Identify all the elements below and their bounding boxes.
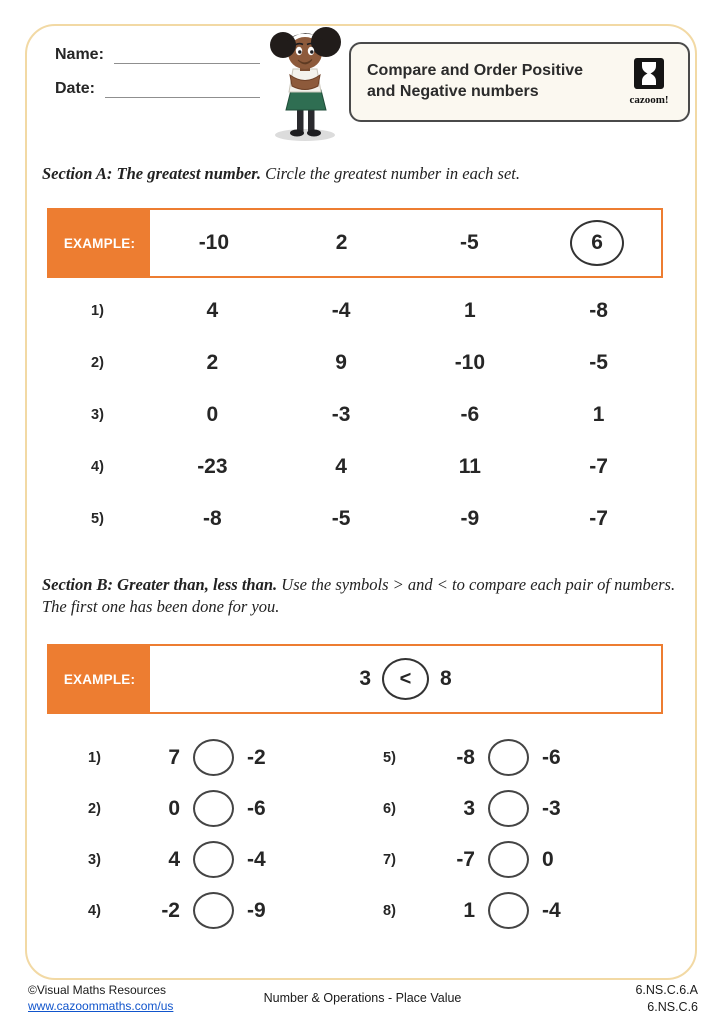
section-b-example-comparison: [150, 646, 661, 712]
answer-circle: [193, 739, 234, 776]
list-item: [88, 885, 350, 936]
student-character-illustration: [253, 24, 357, 147]
row-number: 1): [88, 749, 101, 766]
table-row: [47, 389, 663, 441]
answer-circle: [488, 739, 529, 776]
left-number: 0: [168, 796, 180, 820]
number-option: 9: [335, 351, 347, 374]
row-number: 6): [383, 800, 396, 817]
section-b-right-column: [383, 732, 645, 936]
right-number: -3: [542, 796, 561, 820]
circled-comparison-symbol: [382, 658, 429, 700]
example-number: 6: [591, 231, 603, 254]
section-a-heading: [42, 163, 682, 185]
number-option: -7: [589, 507, 608, 530]
number-option: -4: [331, 299, 351, 322]
number-option: 4: [206, 299, 219, 322]
number-option: -3: [331, 403, 351, 426]
section-b-heading: [42, 574, 697, 619]
footer-topic-label: Number & Operations - Place Value: [263, 991, 462, 1005]
row-number: 1): [91, 303, 104, 319]
worksheet-title-box: [349, 42, 690, 122]
example-label: EXAMPLE:: [49, 646, 150, 712]
left-number: 7: [168, 745, 180, 769]
answer-circle: [193, 892, 234, 929]
number-option: -10: [454, 351, 486, 374]
answer-circle: [488, 892, 529, 929]
table-row: [47, 285, 663, 337]
number-option: 1: [464, 299, 476, 322]
list-item: [88, 834, 350, 885]
number-option: 1: [592, 403, 605, 426]
comparison-symbol: <: [399, 667, 412, 690]
row-number: 3): [91, 407, 104, 423]
answer-circle: [193, 790, 234, 827]
number-option: -23: [197, 455, 228, 478]
number-option: -5: [331, 507, 351, 530]
list-item: [383, 885, 645, 936]
name-blank-line: [114, 46, 260, 64]
cazoom-logo: [620, 58, 678, 106]
section-a-instruction: Circle the greatest number in each set.: [260, 164, 521, 183]
row-number: 2): [91, 355, 104, 371]
left-number: -7: [456, 847, 475, 871]
table-row: [47, 337, 663, 389]
section-a-title: Section A: The greatest number.: [42, 164, 261, 183]
date-field: [55, 80, 260, 98]
copyright-text: ©Visual Maths Resources: [28, 983, 167, 997]
cazoom-logo-wordmark: cazoom!: [629, 94, 669, 106]
number-option: -6: [460, 403, 480, 426]
number-option: -8: [203, 507, 222, 530]
right-number: -4: [247, 847, 266, 871]
answer-circle: [193, 841, 234, 878]
left-number: 1: [463, 898, 475, 922]
name-label: Name:: [55, 46, 104, 63]
number-option: -7: [589, 455, 608, 478]
number-option: -9: [460, 507, 480, 530]
left-number: 4: [168, 847, 180, 871]
number-option: 2: [206, 351, 219, 374]
section-b-instruction: Use the symbols > and < to compare each pair of numbers. The first one has been done for you.: [42, 575, 676, 617]
row-number: 3): [88, 851, 101, 868]
answer-circle: [488, 790, 529, 827]
example-right-number: 8: [440, 667, 452, 690]
date-label: Date:: [55, 80, 96, 97]
example-number: -10: [198, 231, 230, 254]
section-b-left-column: [88, 732, 350, 936]
standard-code: 6.NS.C.6: [647, 999, 698, 1014]
list-item: [383, 732, 645, 783]
example-left-number: 3: [359, 667, 371, 690]
number-option: -5: [589, 351, 608, 374]
footer-standards-block: [635, 982, 698, 1016]
example-number: 2: [335, 231, 348, 254]
row-number: 7): [383, 851, 396, 868]
answer-circle: [488, 841, 529, 878]
name-field: [55, 46, 260, 64]
list-item: [88, 783, 350, 834]
page-title: Compare and Order Positive and Negative numbers: [367, 62, 584, 100]
example-label: EXAMPLE:: [49, 210, 150, 276]
number-option: -8: [589, 299, 608, 322]
number-option: 4: [335, 455, 347, 478]
section-a-rows: [47, 285, 663, 545]
right-number: -9: [247, 898, 266, 922]
table-row: [47, 441, 663, 493]
row-number: 2): [88, 800, 101, 817]
date-blank-line: [105, 80, 260, 98]
section-b-example-box: [47, 644, 663, 714]
number-option: 11: [458, 455, 481, 478]
section-a-example-numbers: [150, 210, 661, 276]
section-b-title: Section B: Greater than, less than.: [42, 575, 278, 594]
row-number: 4): [88, 902, 101, 919]
row-number: 4): [91, 459, 104, 475]
circled-answer: [570, 220, 624, 266]
section-a-example-box: [47, 208, 663, 278]
right-number: -2: [247, 745, 266, 769]
left-number: -2: [161, 898, 180, 922]
cazoom-logo-icon: [632, 76, 666, 93]
row-number: 5): [91, 511, 104, 527]
list-item: [383, 783, 645, 834]
right-number: -6: [542, 745, 561, 769]
left-number: -8: [456, 745, 475, 769]
list-item: [88, 732, 350, 783]
row-number: 5): [383, 749, 396, 766]
right-number: -6: [247, 796, 266, 820]
number-option: 0: [206, 403, 219, 426]
right-number: 0: [542, 847, 554, 871]
left-number: 3: [463, 796, 475, 820]
example-number: -5: [460, 231, 479, 254]
table-row: [47, 493, 663, 545]
website-link[interactable]: www.cazoommaths.com/us: [28, 999, 174, 1014]
standard-code: 6.NS.C.6.A: [635, 983, 698, 997]
row-number: 8): [383, 902, 396, 919]
right-number: -4: [542, 898, 561, 922]
list-item: [383, 834, 645, 885]
